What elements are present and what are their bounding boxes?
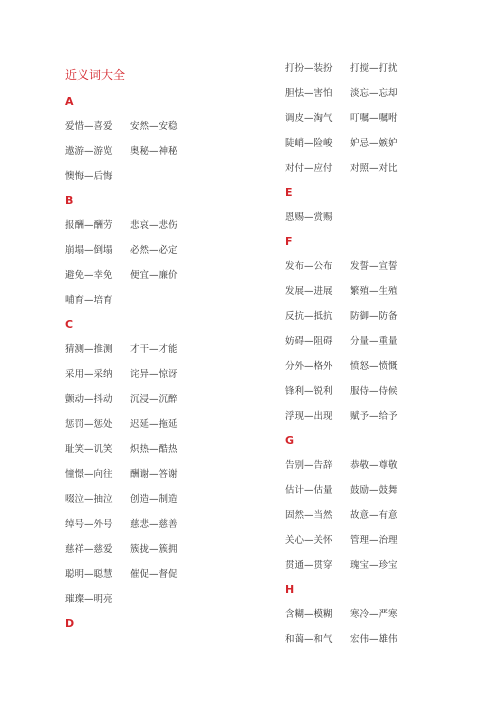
synonym-row [285, 354, 485, 379]
synonym-row [285, 553, 485, 578]
synonym-pair: 迟延—拖延 [130, 419, 178, 430]
synonym-pair: 便宜—廉价 [130, 270, 178, 281]
section-letter: D [65, 617, 75, 630]
synonym-pair: 避免—幸免 [65, 270, 113, 281]
synonym-pair: 安然—安稳 [130, 121, 178, 132]
left-column [65, 60, 265, 636]
synonym-row [65, 263, 265, 288]
synonym-row [65, 213, 265, 238]
synonym-row [285, 404, 485, 429]
synonym-pair: 恩赐—赏赐 [285, 212, 333, 223]
synonym-pair: 遨游—游览 [65, 146, 113, 157]
synonym-pair: 惩罚—惩处 [65, 419, 113, 430]
synonym-pair: 颤动—抖动 [65, 394, 113, 405]
synonym-row [285, 453, 485, 478]
synonym-pair: 赋予—给予 [350, 411, 398, 422]
synonym-pair: 反抗—抵抗 [285, 311, 333, 322]
synonym-pair: 鼓励—鼓舞 [350, 485, 398, 496]
synonym-row [65, 164, 265, 189]
synonym-row [285, 503, 485, 528]
synonym-row [65, 512, 265, 537]
synonym-pair: 妨碍—阻碍 [285, 336, 333, 347]
synonym-pair: 服侍—侍候 [350, 386, 398, 397]
synonym-pair: 炽热—酷热 [130, 444, 178, 455]
synonym-pair: 防御—防备 [350, 311, 398, 322]
synonym-pair: 璀璨—明亮 [65, 594, 113, 605]
synonym-row [65, 587, 265, 612]
synonym-pair: 关心—关怀 [285, 535, 333, 546]
synonym-pair: 估计—估量 [285, 485, 333, 496]
synonym-pair: 崩塌—倒塌 [65, 245, 113, 256]
synonym-pair: 悲哀—悲伤 [130, 220, 178, 231]
synonym-pair: 对照—对比 [350, 163, 398, 174]
section-letter: E [285, 186, 293, 199]
synonym-pair: 耻笑—讥笑 [65, 444, 113, 455]
synonym-row [65, 139, 265, 164]
synonym-row [285, 81, 485, 106]
synonym-pair: 发布—公布 [285, 261, 333, 272]
synonym-row [65, 387, 265, 412]
synonym-row [65, 238, 265, 263]
synonym-row [285, 131, 485, 156]
synonym-row [285, 156, 485, 181]
synonym-pair: 啜泣—抽泣 [65, 494, 113, 505]
section-letter: C [65, 318, 74, 331]
synonym-pair: 沉浸—沉醉 [130, 394, 178, 405]
synonym-pair: 胆怯—害怕 [285, 88, 333, 99]
synonym-pair: 故意—有意 [350, 510, 398, 521]
synonym-pair: 陡峭—险峻 [285, 138, 333, 149]
synonym-row [65, 412, 265, 437]
synonym-row [285, 528, 485, 553]
synonym-pair: 奥秘—神秘 [130, 146, 178, 157]
synonym-pair: 分外—格外 [285, 361, 333, 372]
synonym-pair: 才干—才能 [130, 344, 178, 355]
synonym-pair: 采用—采纳 [65, 369, 113, 380]
synonym-pair: 打扮—装扮 [285, 63, 333, 74]
synonym-row [285, 602, 485, 627]
page-title: 近义词大全 [65, 68, 126, 82]
synonym-row [285, 329, 485, 354]
synonym-pair: 憧憬—向往 [65, 469, 113, 480]
synonym-pair: 恭敬—尊敬 [350, 460, 398, 471]
synonym-pair: 慈祥—慈爱 [65, 544, 113, 555]
synonym-pair: 浮现—出现 [285, 411, 333, 422]
synonym-row [65, 487, 265, 512]
synonym-row [65, 362, 265, 387]
synonym-pair: 发誓—宣誓 [350, 261, 398, 272]
synonym-row [65, 337, 265, 362]
synonym-row [285, 205, 485, 230]
synonym-pair: 和蔼—和气 [285, 634, 333, 645]
synonym-pair: 对付—应付 [285, 163, 333, 174]
synonym-pair: 懊悔—后悔 [65, 171, 113, 182]
synonym-pair: 绰号—外号 [65, 519, 113, 530]
synonym-pair: 繁殖—生殖 [350, 286, 398, 297]
synonym-pair: 管理—治理 [350, 535, 398, 546]
synonym-pair: 猜测—推测 [65, 344, 113, 355]
section-letter: H [285, 583, 295, 596]
synonym-pair: 催促—督促 [130, 569, 178, 580]
synonym-pair: 报酬—酬劳 [65, 220, 113, 231]
synonym-row [65, 562, 265, 587]
synonym-pair: 宏伟—雄伟 [350, 634, 398, 645]
synonym-row [285, 56, 485, 81]
synonym-pair: 愤怒—愤慨 [350, 361, 398, 372]
synonym-pair: 淡忘—忘却 [350, 88, 398, 99]
synonym-pair: 创造—制造 [130, 494, 178, 505]
synonym-pair: 聪明—聪慧 [65, 569, 113, 580]
synonym-pair: 告别—告辞 [285, 460, 333, 471]
synonym-row [285, 478, 485, 503]
synonym-row [65, 114, 265, 139]
synonym-pair: 诧异—惊讶 [130, 369, 178, 380]
synonym-pair: 必然—必定 [130, 245, 178, 256]
synonym-pair: 含糊—模糊 [285, 609, 333, 620]
synonym-row [285, 106, 485, 131]
synonym-row [65, 437, 265, 462]
synonym-pair: 固然—当然 [285, 510, 333, 521]
synonym-row [65, 462, 265, 487]
synonym-pair: 哺育—培育 [65, 295, 113, 306]
synonym-pair: 打搅—打扰 [350, 63, 398, 74]
synonym-row [65, 288, 265, 313]
synonym-pair: 调皮—淘气 [285, 113, 333, 124]
right-column [285, 56, 485, 652]
synonym-pair: 妒忌—嫉妒 [350, 138, 398, 149]
section-letter: B [65, 194, 74, 207]
synonym-pair: 慈悲—慈善 [130, 519, 178, 530]
synonym-pair: 簇拢—簇拥 [130, 544, 178, 555]
synonym-pair: 爱惜—喜爱 [65, 121, 113, 132]
synonym-row [285, 627, 485, 652]
synonym-pair: 发展—进展 [285, 286, 333, 297]
synonym-pair: 瑰宝—珍宝 [350, 560, 398, 571]
section-letter: A [65, 95, 74, 108]
synonym-row [285, 379, 485, 404]
synonym-pair: 叮嘱—嘱咐 [350, 113, 398, 124]
synonym-row [285, 254, 485, 279]
synonym-pair: 分量—重量 [350, 336, 398, 347]
section-letter: G [285, 434, 295, 447]
synonym-row [65, 537, 265, 562]
synonym-pair: 酬谢—答谢 [130, 469, 178, 480]
synonym-pair: 寒冷—严寒 [350, 609, 398, 620]
synonym-row [285, 304, 485, 329]
synonym-pair: 锋利—锐利 [285, 386, 333, 397]
synonym-pair: 贯通—贯穿 [285, 560, 333, 571]
synonym-row [285, 279, 485, 304]
section-letter: F [285, 235, 293, 248]
